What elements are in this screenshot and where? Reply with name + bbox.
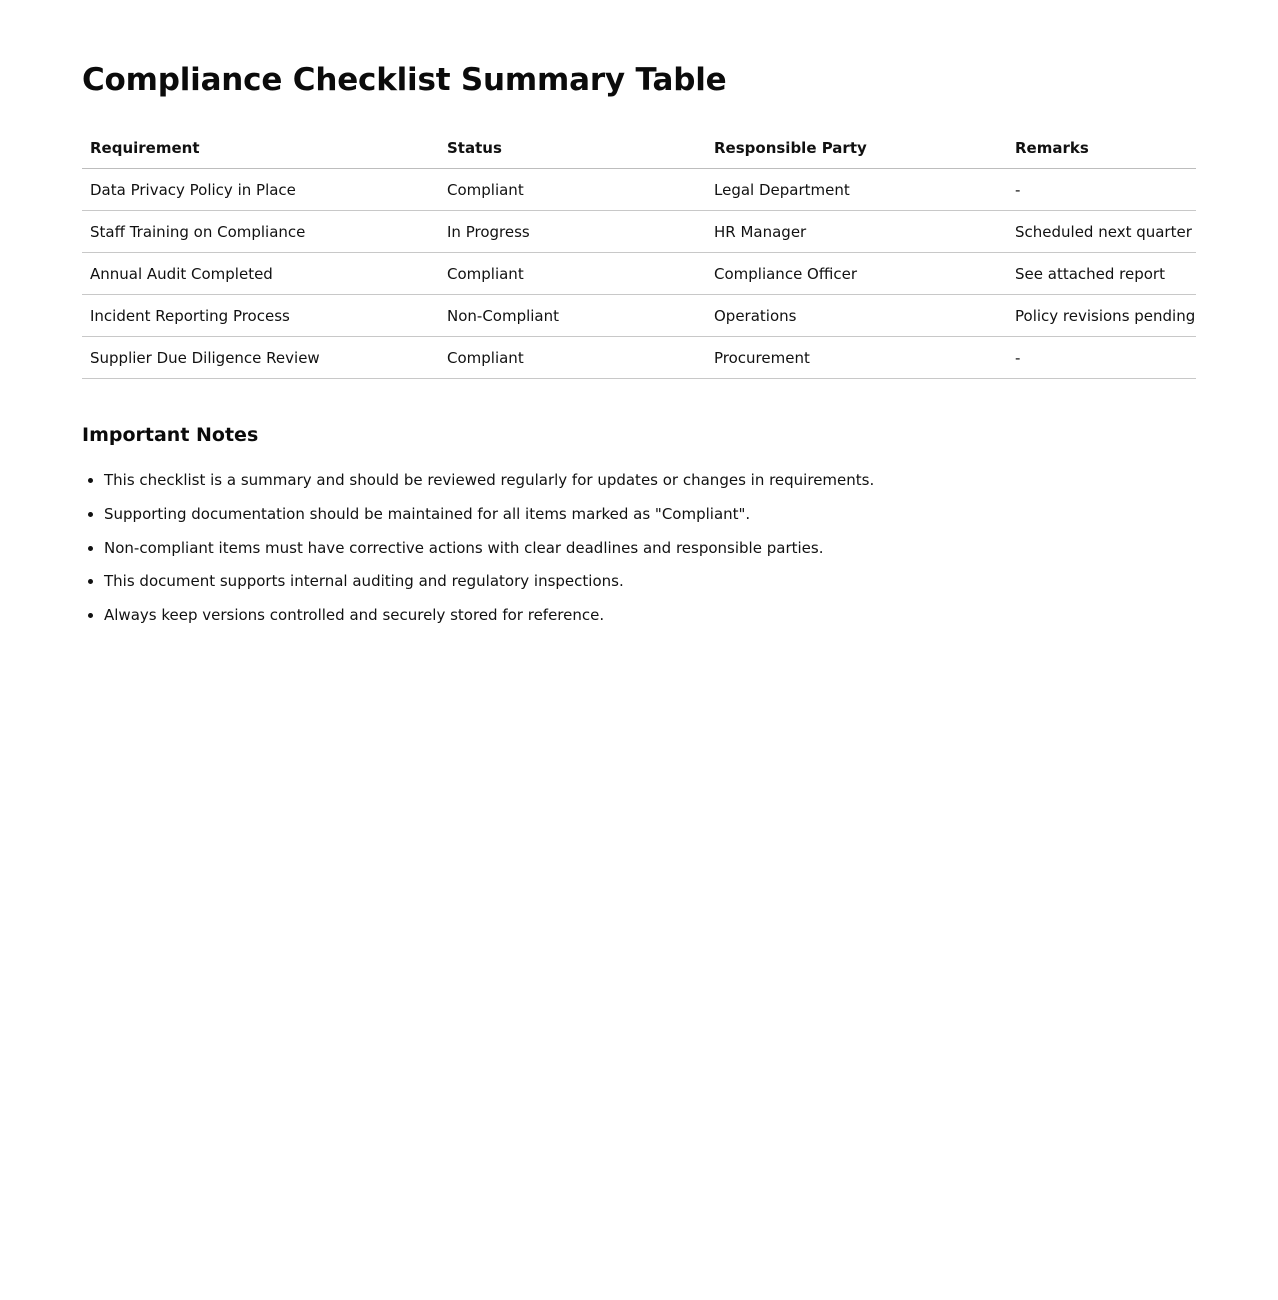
table-row	[82, 211, 1196, 253]
cell-status: In Progress	[439, 211, 706, 253]
column-header-status: Status	[439, 128, 706, 169]
list-item: • Non-compliant items must have corrective actions with clear deadlines and responsible parties.	[104, 537, 1196, 559]
cell-requirement: Data Privacy Policy in Place	[82, 169, 439, 211]
table-row	[82, 295, 1196, 337]
cell-remarks: See attached report	[1007, 253, 1196, 295]
cell-requirement: Supplier Due Diligence Review	[82, 337, 439, 379]
cell-responsible-party: Procurement	[706, 337, 1007, 379]
cell-status: Compliant	[439, 253, 706, 295]
cell-responsible-party: Compliance Officer	[706, 253, 1007, 295]
cell-remarks: Scheduled next quarter	[1007, 211, 1196, 253]
list-item: • Supporting documentation should be maintained for all items marked as "Compliant".	[104, 503, 1196, 525]
cell-status: Compliant	[439, 337, 706, 379]
page-title: Compliance Checklist Summary Table	[82, 62, 727, 98]
cell-requirement: Staff Training on Compliance	[82, 211, 439, 253]
column-header-remarks: Remarks	[1007, 128, 1196, 169]
cell-requirement: Annual Audit Completed	[82, 253, 439, 295]
cell-requirement: Incident Reporting Process	[82, 295, 439, 337]
column-header-requirement: Requirement	[82, 128, 439, 169]
compliance-table	[82, 128, 1196, 379]
table-header-row	[82, 128, 1196, 169]
list-item: • Always keep versions controlled and securely stored for reference.	[104, 604, 1196, 626]
table-row	[82, 253, 1196, 295]
cell-status: Non-Compliant	[439, 295, 706, 337]
column-header-responsible-party: Responsible Party	[706, 128, 1007, 169]
cell-responsible-party: Legal Department	[706, 169, 1007, 211]
notes-heading: Important Notes	[82, 424, 259, 446]
cell-remarks: -	[1007, 337, 1196, 379]
table-row	[82, 169, 1196, 211]
notes-list	[82, 469, 1196, 626]
cell-remarks: Policy revisions pending	[1007, 295, 1196, 337]
table-row	[82, 337, 1196, 379]
cell-responsible-party: HR Manager	[706, 211, 1007, 253]
list-item: • This checklist is a summary and should be reviewed regularly for updates or changes in requirements.	[104, 469, 1196, 491]
cell-responsible-party: Operations	[706, 295, 1007, 337]
list-item: • This document supports internal auditing and regulatory inspections.	[104, 570, 1196, 592]
cell-remarks: -	[1007, 169, 1196, 211]
cell-status: Compliant	[439, 169, 706, 211]
